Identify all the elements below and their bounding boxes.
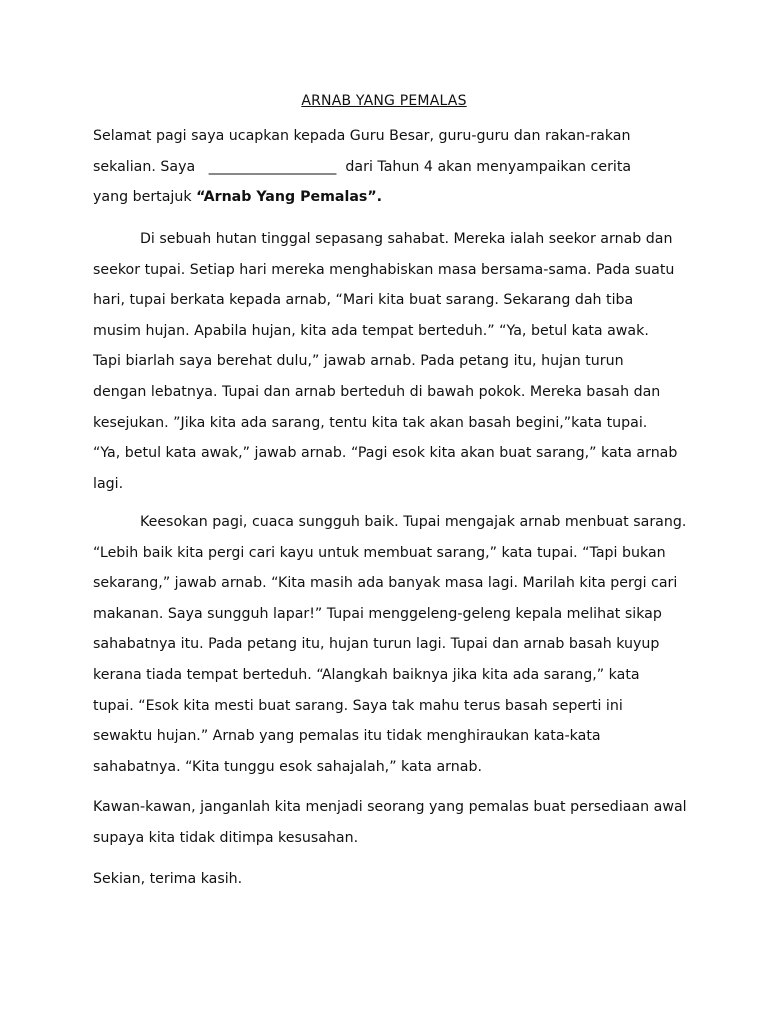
paragraph-line: hari, tupai berkata kepada arnab, “Mari kita buat sarang. Sekarang dah tiba: [93, 292, 634, 309]
paragraph-line: “Lebih baik kita pergi cari kayu untuk membuat sarang,” kata tupai. “Tapi bukan: [93, 544, 666, 561]
paragraph-line: sahabatnya. “Kita tunggu esok sahajalah,” kata arnab.: [93, 758, 482, 775]
paragraph-line: makanan. Saya sungguh lapar!” Tupai menggeleng-geleng kepala melihat sikap: [93, 605, 662, 622]
intro-line-1: Selamat pagi saya ucapkan kepada Guru Besar, guru-guru dan rakan-rakan: [93, 128, 631, 144]
intro-line-2-start: sekalian. Saya: [93, 158, 196, 175]
paragraph-line: lagi.: [93, 475, 124, 492]
moral-paragraph: [93, 792, 687, 853]
paragraph-line: kerana tiada tempat berteduh. “Alangkah baiknya jika kita ada sarang,” kata: [93, 666, 640, 683]
story-paragraph-2: [93, 507, 687, 782]
paragraph-line: sekarang,” jawab arnab. “Kita masih ada banyak masa lagi. Marilah kita pergi cari: [93, 575, 678, 592]
paragraph-line: sahabatnya itu. Pada petang itu, hujan turun lagi. Tupai dan arnab basah kuyup: [93, 636, 660, 653]
name-blank: __________________: [208, 158, 337, 175]
paragraph-line: kesejukan. ”Jika kita ada sarang, tentu kita tak akan basah begini,”kata tupai.: [93, 414, 648, 431]
intro-paragraph: [93, 121, 683, 213]
intro-line-2-end: dari Tahun 4 akan menyampaikan cerita: [345, 158, 632, 175]
story-paragraph-1: [93, 224, 683, 499]
intro-line-3: [93, 182, 683, 213]
paragraph-line: Di sebuah hutan tinggal sepasang sahabat. Mereka ialah seekor arnab dan: [140, 231, 673, 247]
paragraph-line: sewaktu hujan.” Arnab yang pemalas itu tidak menghiraukan kata-kata: [93, 728, 601, 745]
paragraph-line: seekor tupai. Setiap hari mereka menghabiskan masa bersama-sama. Pada suatu: [93, 261, 675, 278]
story-title-bold: “Arnab Yang Pemalas”.: [196, 189, 383, 206]
paragraph-line: musim hujan. Apabila hujan, kita ada tempat berteduh.” “Ya, betul kata awak.: [93, 322, 649, 339]
paragraph-line: Kawan-kawan, janganlah kita menjadi seorang yang pemalas buat persediaan awal: [93, 799, 687, 815]
paragraph-line: tupai. “Esok kita mesti buat sarang. Saya tak mahu terus basah seperti ini: [93, 697, 623, 714]
paragraph-line: “Ya, betul kata awak,” jawab arnab. “Pagi esok kita akan buat sarang,” kata arnab: [93, 445, 678, 462]
closing-paragraph: [93, 864, 683, 895]
paragraph-line: Keesokan pagi, cuaca sungguh baik. Tupai mengajak arnab menbuat sarang.: [140, 514, 687, 530]
paragraph-line: Tapi biarlah saya berehat dulu,” jawab arnab. Pada petang itu, hujan turun: [93, 353, 624, 370]
closing-line: Sekian, terima kasih.: [93, 871, 243, 887]
document-title: ARNAB YANG PEMALAS: [301, 93, 467, 109]
intro-line-3-start: yang bertajuk: [93, 189, 197, 206]
paragraph-line: dengan lebatnya. Tupai dan arnab berteduh di bawah pokok. Mereka basah dan: [93, 383, 661, 400]
paragraph-line: supaya kita tidak ditimpa kesusahan.: [93, 829, 359, 846]
intro-line-2: [93, 152, 683, 183]
